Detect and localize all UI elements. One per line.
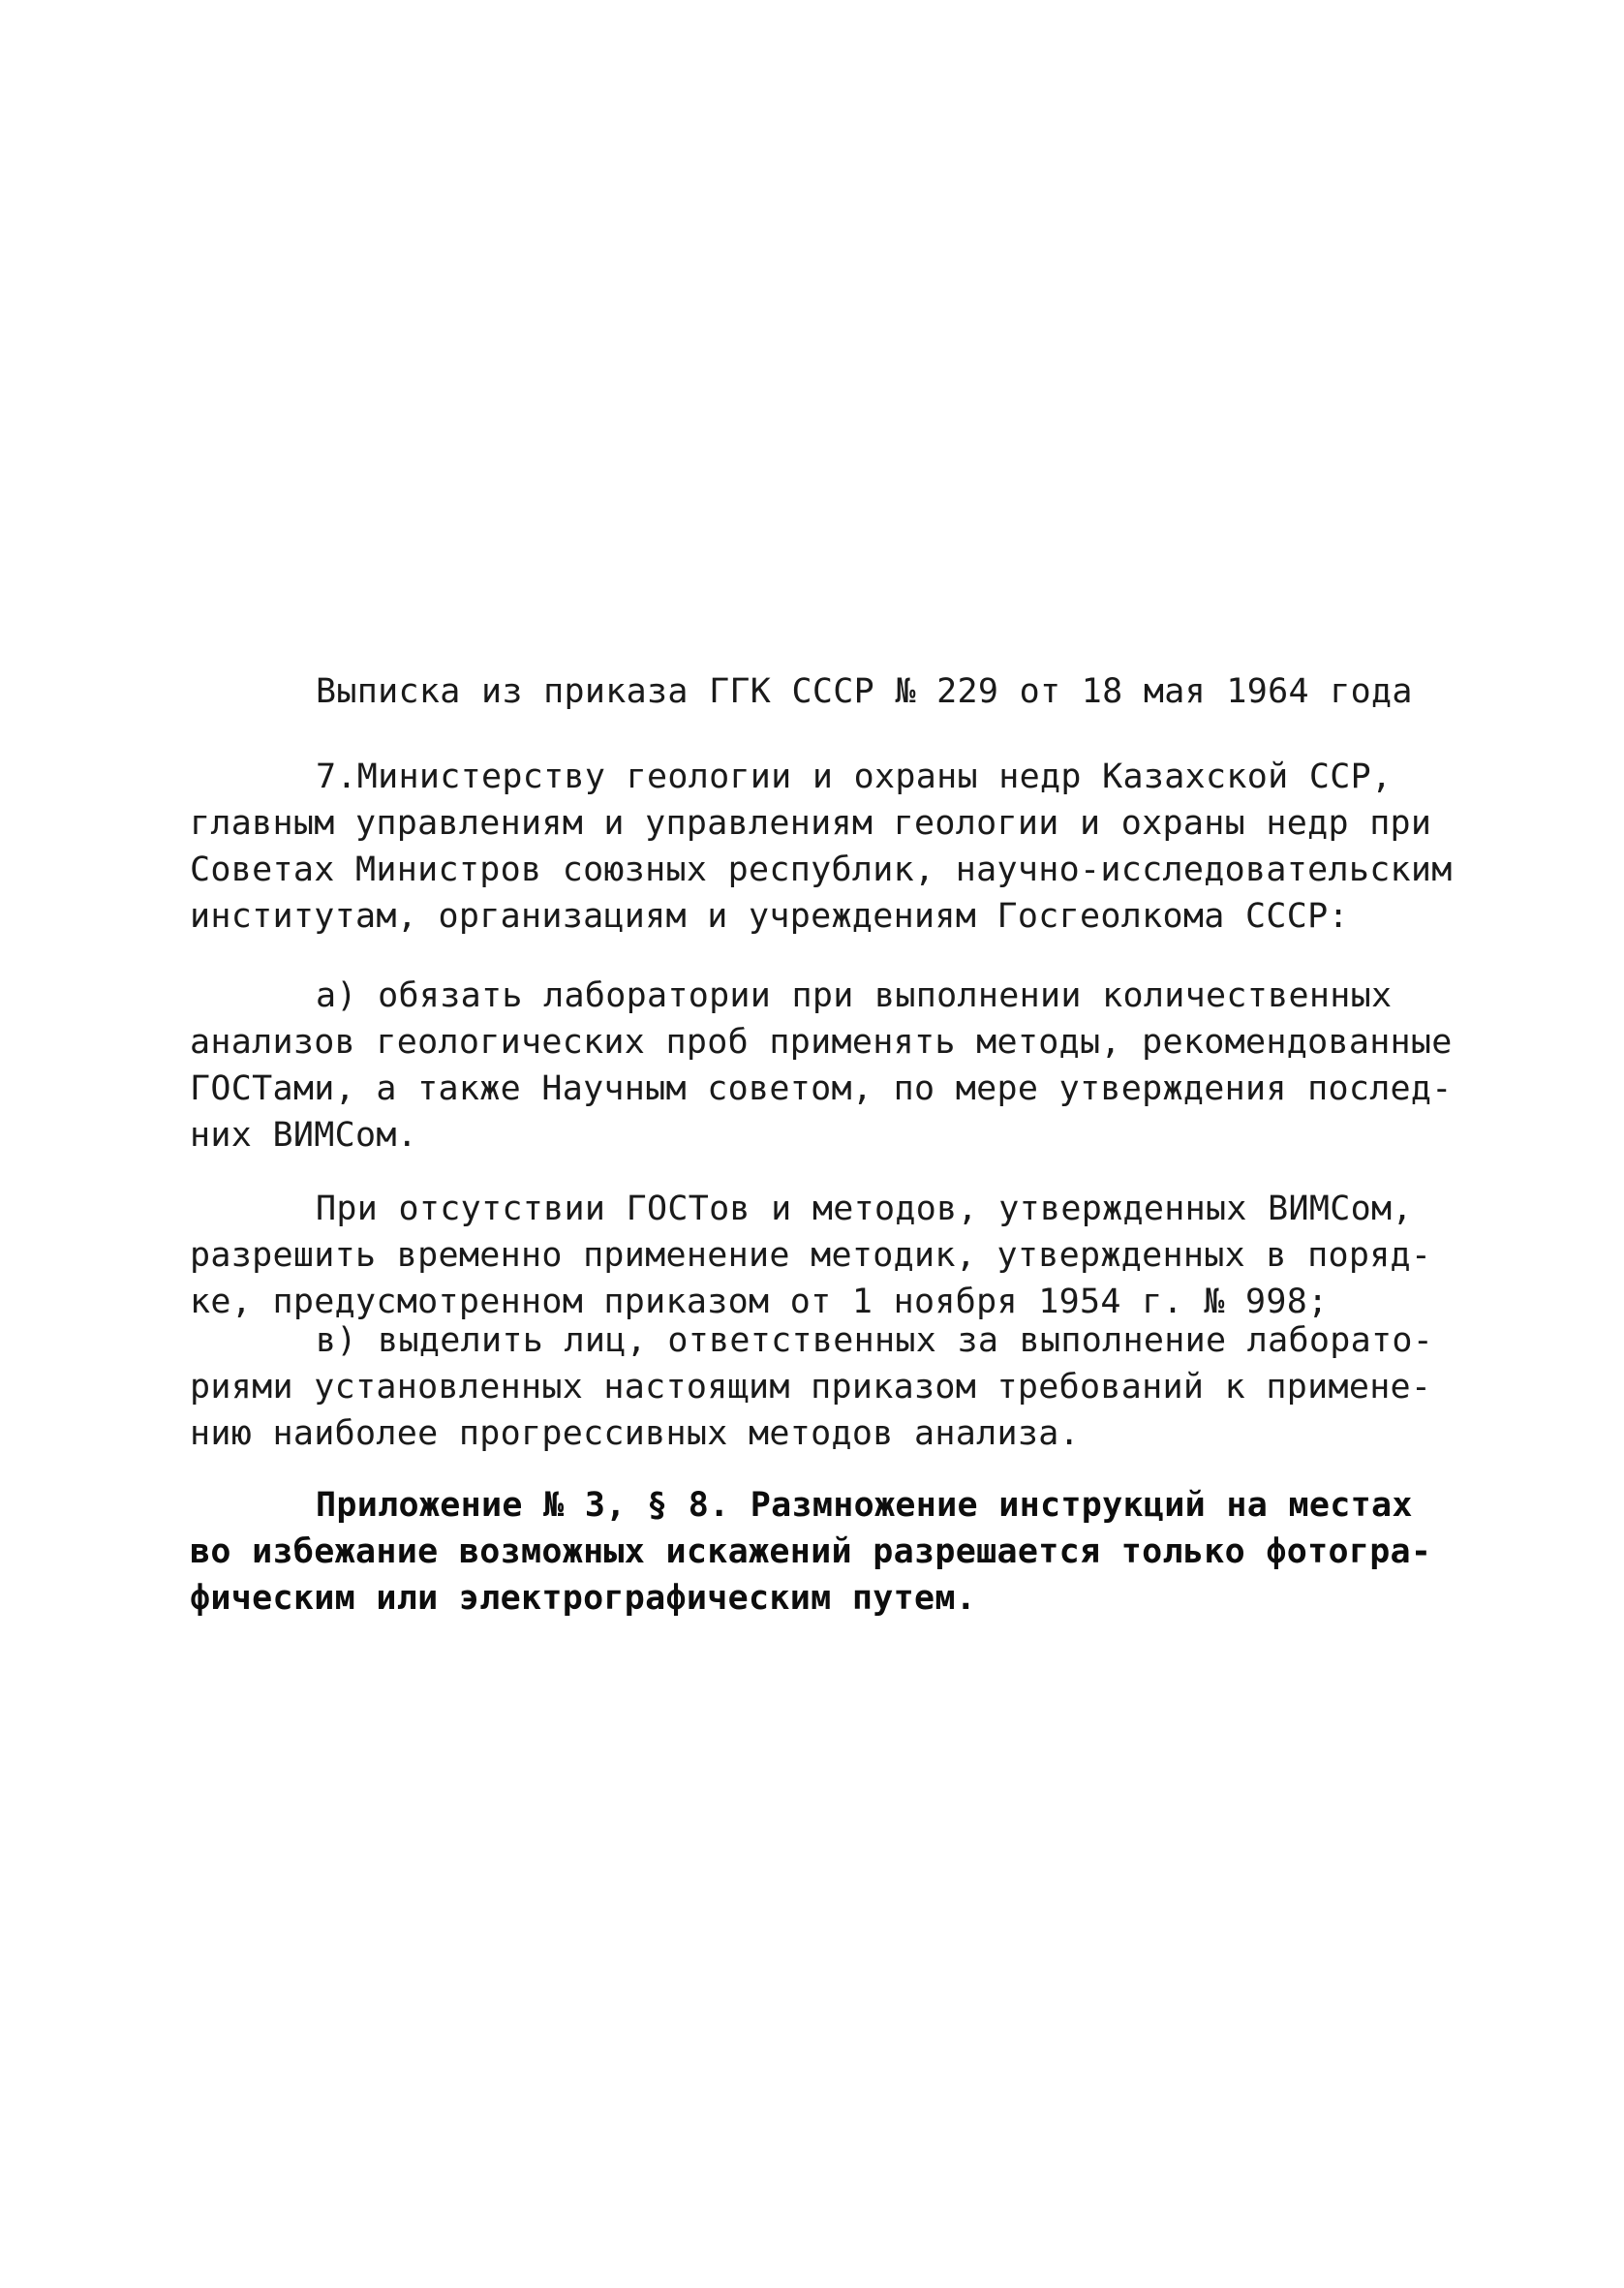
paragraph-a (190, 973, 1453, 1159)
paragraph-v (190, 1317, 1449, 1457)
paragraph-7-line: Советах Министров союзных республик, научно-исследовательским (190, 850, 1453, 889)
paragraph-b-line: ке, предусмотренном приказом от 1 ноября 1954 г. № 998; (190, 1283, 1329, 1321)
document-title (316, 668, 1575, 715)
paragraph-7-line: институтам, организациям и учреждениям Госгеолкома СССР: (190, 897, 1349, 936)
appendix-line: фическим или электрографическим путем. (190, 1579, 977, 1618)
paragraph-a-line: а) обязать лаборатории при выполнении количественных (316, 976, 1393, 1015)
paragraph-v-line: нию наиболее прогрессивных методов анализа. (190, 1414, 1080, 1453)
appendix-paragraph (190, 1482, 1449, 1622)
paragraph-a-line: ГОСТами, а также Научным советом, по мере утверждения послед- (190, 1069, 1453, 1108)
paragraph-7-line: главным управлениям и управлениям геологии и охраны недр при (190, 804, 1432, 843)
title-line: Выписка из приказа ГГК СССР № 229 от 18 мая 1964 года (316, 672, 1413, 711)
paragraph-b-line: разрешить временно применение методик, утвержденных в поряд- (190, 1236, 1432, 1275)
paragraph-a-line: них ВИМСом. (190, 1116, 418, 1155)
paragraph-v-line: риями установленных настоящим приказом требований к примене- (190, 1368, 1432, 1407)
paragraph-b-line: При отсутствии ГОСТов и методов, утвержденных ВИМСом, (316, 1190, 1413, 1228)
paragraph-b (190, 1186, 1449, 1325)
paragraph-7 (190, 754, 1453, 940)
appendix-line: во избежание возможных искажений разрешается только фотогра- (190, 1532, 1432, 1571)
paragraph-a-line: анализов геологических проб применять методы, рекомендованные (190, 1023, 1453, 1062)
paragraph-7-line: 7.Министерству геологии и охраны недр Казахской ССР, (316, 758, 1393, 796)
appendix-line: Приложение № 3, § 8. Размножение инструкций на местах (316, 1486, 1413, 1525)
paragraph-v-line: в) выделить лиц, ответственных за выполнение лаборато- (316, 1321, 1434, 1360)
